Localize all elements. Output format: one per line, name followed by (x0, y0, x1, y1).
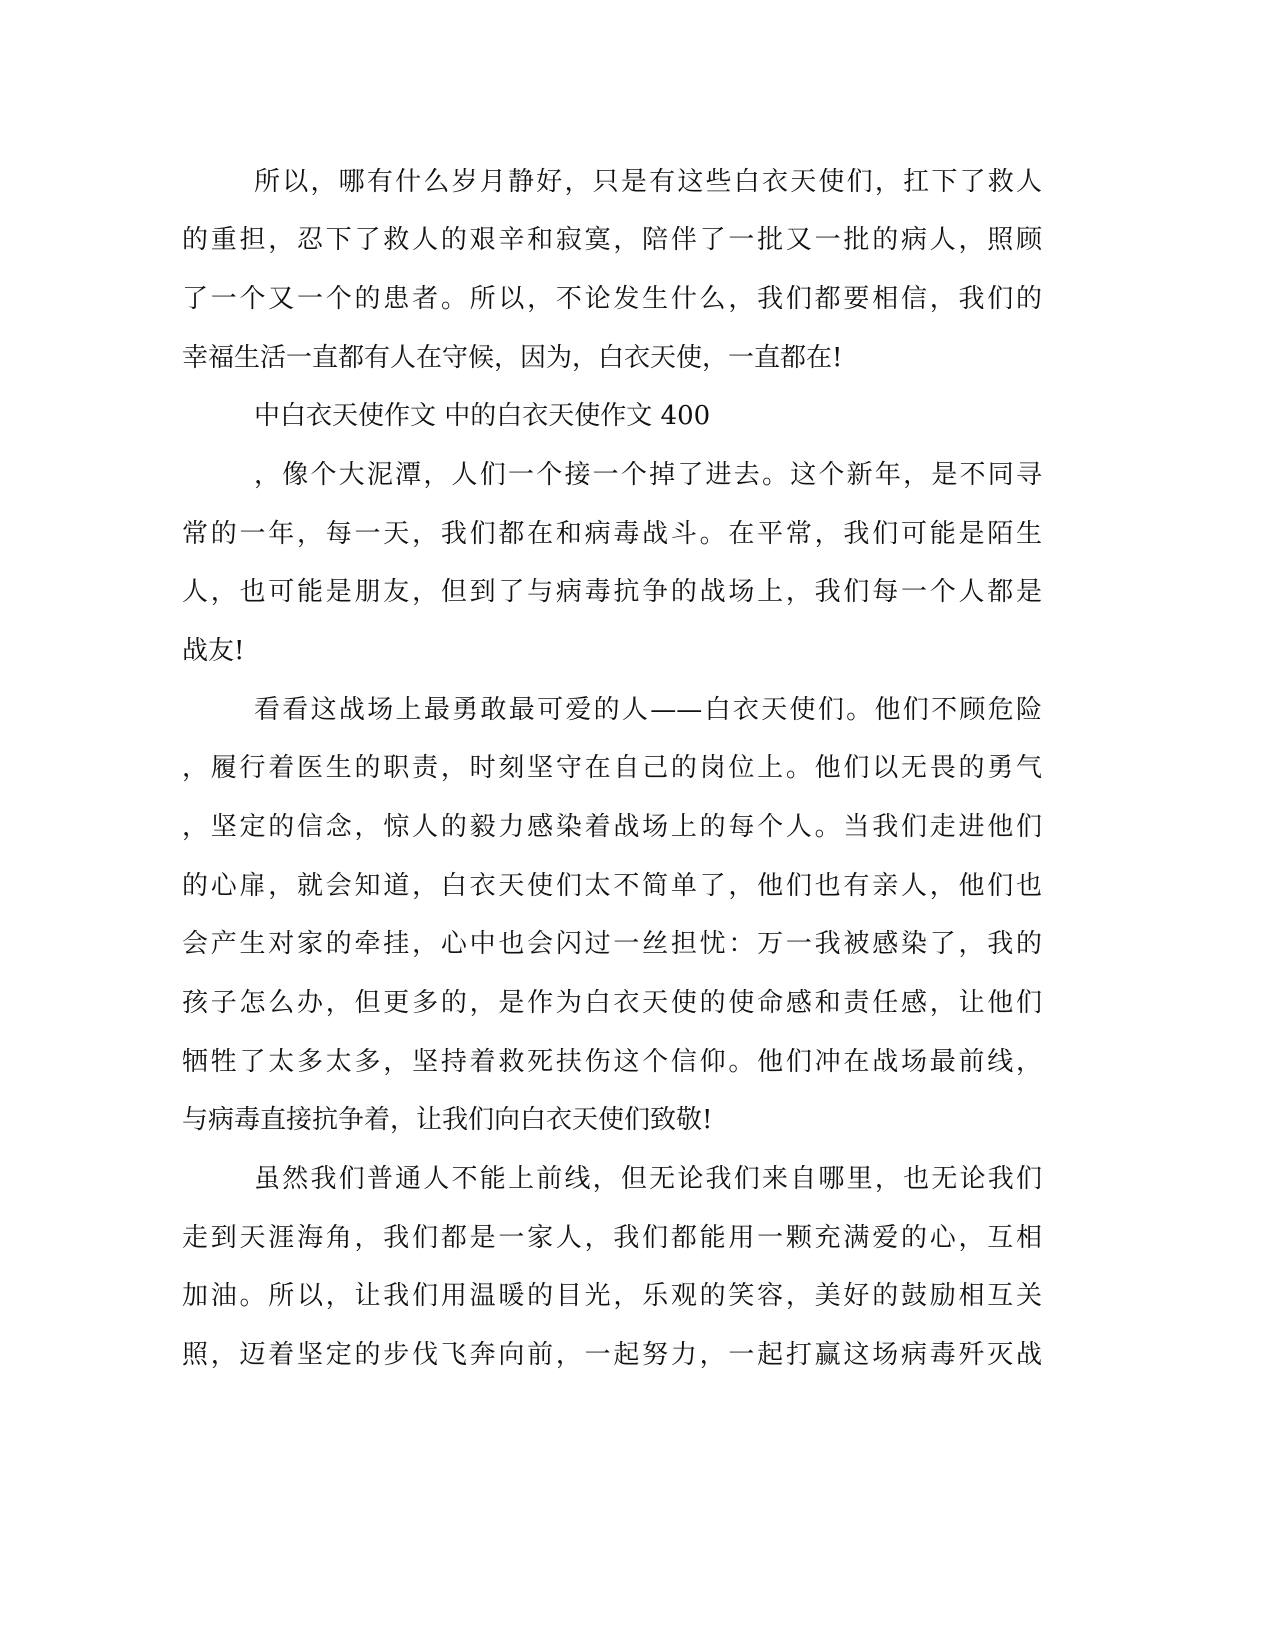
paragraph-line: 照，迈着坚定的步伐飞奔向前，一起努力，一起打赢这场病毒歼灭战 (182, 1340, 1042, 1370)
section-heading: 中白衣天使作文 中的白衣天使作文 400 (254, 401, 711, 431)
paragraph-line: 走到天涯海角，我们都是一家人，我们都能用一颗充满爱的心，互相 (182, 1223, 1042, 1253)
paragraph-line: 看看这战场上最勇敢最可爱的人——白衣天使们。他们不顾危险 (254, 695, 1042, 725)
paragraph-line: 战友! (182, 636, 245, 666)
paragraph-line: 了一个又一个的患者。所以，不论发生什么，我们都要相信，我们的 (182, 284, 1042, 314)
paragraph-line: 所以，哪有什么岁月静好，只是有这些白衣天使们，扛下了救人 (254, 167, 1042, 197)
paragraph-line: ，坚定的信念，惊人的毅力感染着战场上的每个人。当我们走进他们 (182, 812, 1042, 842)
paragraph-line: ，像个大泥潭，人们一个接一个掉了进去。这个新年，是不同寻 (254, 460, 1042, 490)
paragraph-line: 虽然我们普通人不能上前线，但无论我们来自哪里，也无论我们 (254, 1164, 1042, 1194)
paragraph-line: 孩子怎么办，但更多的，是作为白衣天使的使命感和责任感，让他们 (182, 988, 1042, 1018)
paragraph-line: ，履行着医生的职责，时刻坚守在自己的岗位上。他们以无畏的勇气 (182, 753, 1042, 783)
paragraph-line: 与病毒直接抗争着，让我们向白衣天使们致敬! (182, 1105, 713, 1135)
paragraph-line: 的心扉，就会知道，白衣天使们太不简单了，他们也有亲人，他们也 (182, 871, 1042, 901)
paragraph-line: 牺牲了太多太多，坚持着救死扶伤这个信仰。他们冲在战场最前线， (182, 1047, 1042, 1077)
paragraph-line: 的重担，忍下了救人的艰辛和寂寞，陪伴了一批又一批的病人，照顾 (182, 225, 1042, 255)
paragraph-line: 人，也可能是朋友，但到了与病毒抗争的战场上，我们每一个人都是 (182, 577, 1042, 607)
paragraph-line: 常的一年，每一天，我们都在和病毒战斗。在平常，我们可能是陌生 (182, 519, 1042, 549)
paragraph-line: 幸福生活一直都有人在守候，因为，白衣天使，一直都在! (182, 343, 843, 373)
paragraph-line: 会产生对家的牵挂，心中也会闪过一丝担忧：万一我被感染了，我的 (182, 929, 1042, 959)
paragraph-line: 加油。所以，让我们用温暖的目光，乐观的笑容，美好的鼓励相互关 (182, 1281, 1042, 1311)
